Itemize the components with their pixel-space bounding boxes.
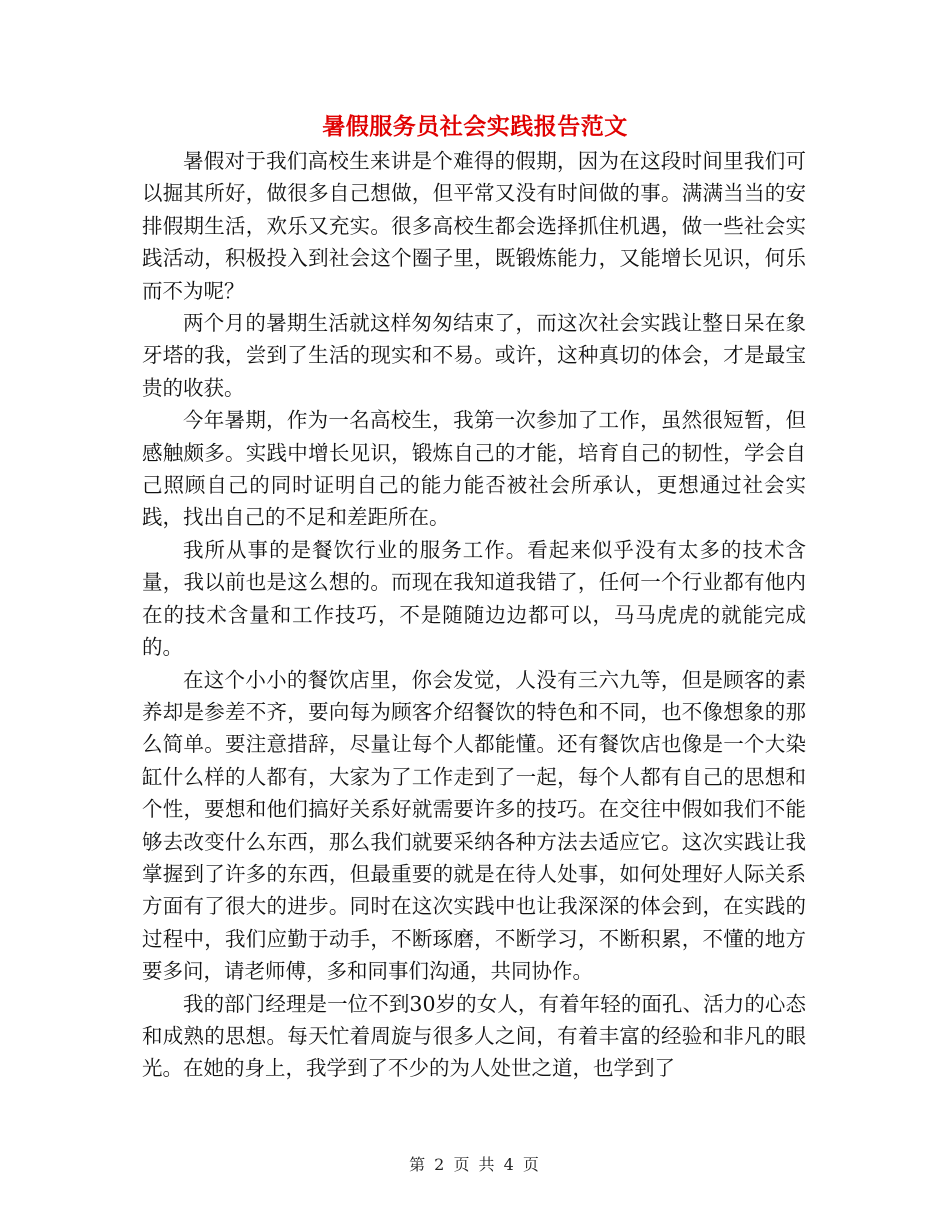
page-number-footer: 第 2 页 共 4 页 <box>409 1155 541 1174</box>
paragraph-3: 今年暑期，作为一名高校生，我第一次参加了工作，虽然很短暂，但感触颇多。实践中增长见识，锻炼自己的才能，培育自己的韧性，学会自己照顾自己的同时证明自己的能力能否被社会所承认，更想通过社会实践，找出自己的不足和差距所在。 <box>142 408 806 530</box>
paragraph-1: 暑假对于我们高校生来讲是个难得的假期，因为在这段时间里我们可以掘其所好，做很多自己想做，但平常又没有时间做的事。满满当当的安排假期生活，欢乐又充实。很多高校生都会选择抓住机遇，做一些社会实践活动，积极投入到社会这个圈子里，既锻炼能力，又能增长见识，何乐而不为呢？ <box>142 149 806 303</box>
paragraph-2: 两个月的暑期生活就这样匆匆结束了，而这次社会实践让整日呆在象牙塔的我，尝到了生活的现实和不易。或许，这种真切的体会，才是最宝贵的收获。 <box>142 311 806 400</box>
document-body <box>142 145 806 1085</box>
paragraph-4: 我所从事的是餐饮行业的服务工作。看起来似乎没有太多的技术含量，我以前也是这么想的。而现在我知道我错了，任何一个行业都有他内在的技术含量和工作技巧，不是随随边边都可以，马马虎虎的就能完成的。 <box>142 537 806 660</box>
paragraph-5: 在这个小小的餐饮店里，你会发觉，人没有三六九等，但是顾客的素养却是参差不齐，要向每为顾客介绍餐饮的特色和不同，也不像想象的那么简单。要注意措辞，尽量让每个人都能懂。还有餐饮店也像是一个大染缸什么样的人都有，大家为了工作走到了一起，每个人都有自己的思想和个性，要想和他们搞好关系好就需要许多的技巧。在交往中假如我们不能够去改变什么东西，那么我们就要采纳各种方法去适应它。这次实践让我掌握到了许多的东西，但最重要的就是在待人处事，如何处理好人际关系方面有了很大的进步。同时在这次实践中也让我深深的体会到，在实践的过程中，我们应勤于动手，不断琢磨，不断学习，不断积累，不懂的地方要多问，请老师傅，多和同事们沟通，共同协作。 <box>142 667 806 984</box>
paragraph-6: 我的部门经理是一位不到30岁的女人，有着年轻的面孔、活力的心态和成熟的思想。每天忙着周旋与很多人之间，有着丰富的经验和非凡的眼光。在她的身上，我学到了不少的为人处世之道，也学到了 <box>142 991 806 1081</box>
document-title: 暑假服务员社会实践报告范文 <box>322 113 628 140</box>
